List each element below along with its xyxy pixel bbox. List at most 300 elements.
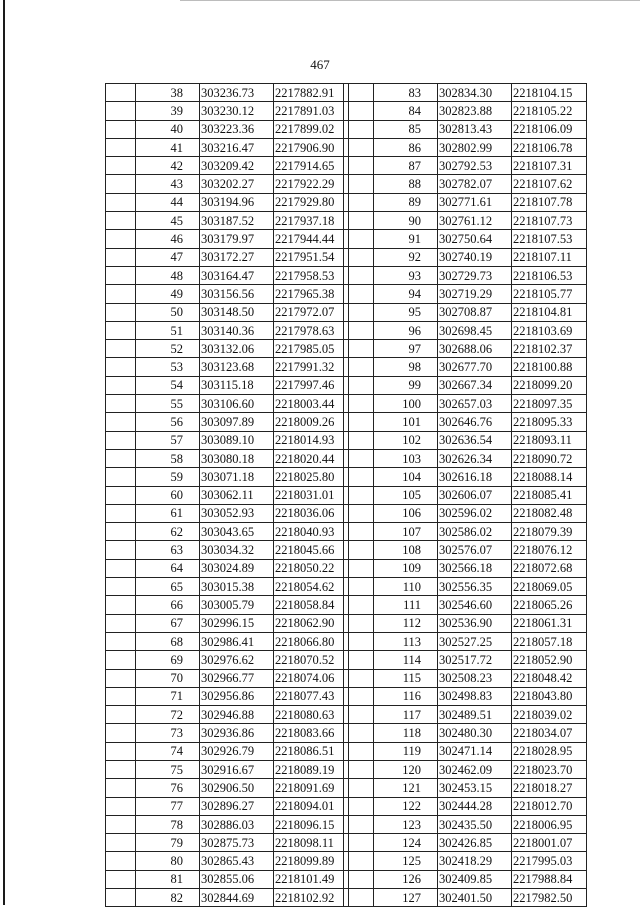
table-row bbox=[344, 157, 587, 175]
x-coordinate-cell: 303024.89 bbox=[200, 559, 274, 577]
y-coordinate-cell: 2218105.77 bbox=[512, 285, 587, 303]
y-coordinate-cell: 2218107.73 bbox=[512, 212, 587, 230]
blank-cell bbox=[106, 376, 136, 394]
table-row bbox=[344, 687, 587, 705]
point-number-cell: 123 bbox=[374, 815, 438, 833]
point-number-cell: 113 bbox=[374, 632, 438, 650]
table-row bbox=[344, 779, 587, 797]
y-coordinate-cell: 2218093.11 bbox=[512, 431, 587, 449]
blank-cell bbox=[106, 632, 136, 650]
y-coordinate-cell: 2218107.31 bbox=[512, 157, 587, 175]
blank-cell bbox=[106, 157, 136, 175]
table-row bbox=[344, 797, 587, 815]
table-row bbox=[106, 285, 349, 303]
x-coordinate-cell: 302719.29 bbox=[438, 285, 512, 303]
x-coordinate-cell: 303043.65 bbox=[200, 523, 274, 541]
table-row bbox=[344, 431, 587, 449]
table-row bbox=[106, 889, 349, 907]
blank-cell bbox=[106, 596, 136, 614]
table-row bbox=[106, 431, 349, 449]
blank-cell bbox=[344, 413, 374, 431]
table-row bbox=[106, 248, 349, 266]
point-number-cell: 114 bbox=[374, 651, 438, 669]
point-number-cell: 63 bbox=[136, 541, 200, 559]
point-number-cell: 77 bbox=[136, 797, 200, 815]
blank-cell bbox=[344, 815, 374, 833]
y-coordinate-cell: 2217988.84 bbox=[512, 870, 587, 888]
blank-cell bbox=[344, 102, 374, 120]
blank-cell bbox=[106, 815, 136, 833]
blank-cell bbox=[106, 486, 136, 504]
point-number-cell: 79 bbox=[136, 834, 200, 852]
x-coordinate-cell: 302886.03 bbox=[200, 815, 274, 833]
y-coordinate-cell: 2217985.05 bbox=[274, 340, 349, 358]
blank-cell bbox=[344, 504, 374, 522]
y-coordinate-cell: 2218102.92 bbox=[274, 889, 349, 907]
y-coordinate-cell: 2218052.90 bbox=[512, 651, 587, 669]
blank-cell bbox=[344, 468, 374, 486]
blank-cell bbox=[344, 523, 374, 541]
table-row bbox=[106, 193, 349, 211]
x-coordinate-cell: 302616.18 bbox=[438, 468, 512, 486]
blank-cell bbox=[344, 797, 374, 815]
table-row bbox=[344, 358, 587, 376]
y-coordinate-cell: 2218079.39 bbox=[512, 523, 587, 541]
point-number-cell: 41 bbox=[136, 138, 200, 156]
blank-cell bbox=[344, 449, 374, 467]
coordinates-table-right bbox=[343, 83, 587, 907]
y-coordinate-cell: 2218077.43 bbox=[274, 687, 349, 705]
y-coordinate-cell: 2218086.51 bbox=[274, 742, 349, 760]
point-number-cell: 71 bbox=[136, 687, 200, 705]
blank-cell bbox=[344, 779, 374, 797]
x-coordinate-cell: 302740.19 bbox=[438, 248, 512, 266]
point-number-cell: 84 bbox=[374, 102, 438, 120]
blank-cell bbox=[344, 193, 374, 211]
point-number-cell: 115 bbox=[374, 669, 438, 687]
y-coordinate-cell: 2217891.03 bbox=[274, 102, 349, 120]
page-left-edge bbox=[3, 0, 5, 905]
point-number-cell: 72 bbox=[136, 706, 200, 724]
blank-cell bbox=[344, 706, 374, 724]
point-number-cell: 105 bbox=[374, 486, 438, 504]
x-coordinate-cell: 302556.35 bbox=[438, 578, 512, 596]
blank-cell bbox=[106, 834, 136, 852]
page-number: 467 bbox=[310, 57, 330, 72]
blank-cell bbox=[344, 230, 374, 248]
x-coordinate-cell: 302936.86 bbox=[200, 724, 274, 742]
x-coordinate-cell: 303015.38 bbox=[200, 578, 274, 596]
blank-cell bbox=[106, 120, 136, 138]
blank-cell bbox=[106, 193, 136, 211]
table-row bbox=[106, 120, 349, 138]
point-number-cell: 52 bbox=[136, 340, 200, 358]
y-coordinate-cell: 2218014.93 bbox=[274, 431, 349, 449]
x-coordinate-cell: 302813.43 bbox=[438, 120, 512, 138]
y-coordinate-cell: 2218069.05 bbox=[512, 578, 587, 596]
x-coordinate-cell: 302596.02 bbox=[438, 504, 512, 522]
table-row bbox=[106, 486, 349, 504]
y-coordinate-cell: 2218076.12 bbox=[512, 541, 587, 559]
y-coordinate-cell: 2218020.44 bbox=[274, 449, 349, 467]
y-coordinate-cell: 2218098.11 bbox=[274, 834, 349, 852]
x-coordinate-cell: 302823.88 bbox=[438, 102, 512, 120]
table-row bbox=[106, 138, 349, 156]
x-coordinate-cell: 302536.90 bbox=[438, 614, 512, 632]
x-coordinate-cell: 302792.53 bbox=[438, 157, 512, 175]
table-row bbox=[106, 395, 349, 413]
point-number-cell: 58 bbox=[136, 449, 200, 467]
x-coordinate-cell: 302546.60 bbox=[438, 596, 512, 614]
point-number-cell: 126 bbox=[374, 870, 438, 888]
y-coordinate-cell: 2218101.49 bbox=[274, 870, 349, 888]
x-coordinate-cell: 303005.79 bbox=[200, 596, 274, 614]
point-number-cell: 67 bbox=[136, 614, 200, 632]
table-row bbox=[344, 340, 587, 358]
blank-cell bbox=[106, 102, 136, 120]
coordinates-table-right-body bbox=[344, 84, 587, 907]
blank-cell bbox=[344, 889, 374, 907]
table-row bbox=[106, 175, 349, 193]
point-number-cell: 73 bbox=[136, 724, 200, 742]
table-row bbox=[106, 212, 349, 230]
x-coordinate-cell: 303097.89 bbox=[200, 413, 274, 431]
x-coordinate-cell: 302976.62 bbox=[200, 651, 274, 669]
table-row bbox=[344, 852, 587, 870]
y-coordinate-cell: 2218074.06 bbox=[274, 669, 349, 687]
table-row bbox=[344, 724, 587, 742]
table-row bbox=[344, 120, 587, 138]
x-coordinate-cell: 303140.36 bbox=[200, 321, 274, 339]
table-row bbox=[106, 266, 349, 284]
y-coordinate-cell: 2218054.62 bbox=[274, 578, 349, 596]
table-row bbox=[106, 413, 349, 431]
blank-cell bbox=[106, 724, 136, 742]
point-number-cell: 103 bbox=[374, 449, 438, 467]
point-number-cell: 120 bbox=[374, 760, 438, 778]
y-coordinate-cell: 2217906.90 bbox=[274, 138, 349, 156]
blank-cell bbox=[344, 852, 374, 870]
point-number-cell: 65 bbox=[136, 578, 200, 596]
blank-cell bbox=[106, 852, 136, 870]
y-coordinate-cell: 2218045.66 bbox=[274, 541, 349, 559]
point-number-cell: 42 bbox=[136, 157, 200, 175]
table-row bbox=[344, 266, 587, 284]
point-number-cell: 108 bbox=[374, 541, 438, 559]
y-coordinate-cell: 2217951.54 bbox=[274, 248, 349, 266]
y-coordinate-cell: 2218106.53 bbox=[512, 266, 587, 284]
blank-cell bbox=[106, 303, 136, 321]
x-coordinate-cell: 302906.50 bbox=[200, 779, 274, 797]
blank-cell bbox=[106, 321, 136, 339]
y-coordinate-cell: 2218100.88 bbox=[512, 358, 587, 376]
blank-cell bbox=[344, 870, 374, 888]
table-row bbox=[344, 175, 587, 193]
x-coordinate-cell: 303062.11 bbox=[200, 486, 274, 504]
y-coordinate-cell: 2217914.65 bbox=[274, 157, 349, 175]
y-coordinate-cell: 2218040.93 bbox=[274, 523, 349, 541]
point-number-cell: 92 bbox=[374, 248, 438, 266]
point-number-cell: 43 bbox=[136, 175, 200, 193]
x-coordinate-cell: 303236.73 bbox=[200, 84, 274, 102]
point-number-cell: 90 bbox=[374, 212, 438, 230]
y-coordinate-cell: 2218095.33 bbox=[512, 413, 587, 431]
table-row bbox=[106, 596, 349, 614]
table-row bbox=[344, 395, 587, 413]
y-coordinate-cell: 2218083.66 bbox=[274, 724, 349, 742]
y-coordinate-cell: 2218057.18 bbox=[512, 632, 587, 650]
y-coordinate-cell: 2218072.68 bbox=[512, 559, 587, 577]
y-coordinate-cell: 2218099.20 bbox=[512, 376, 587, 394]
y-coordinate-cell: 2217937.18 bbox=[274, 212, 349, 230]
blank-cell bbox=[106, 395, 136, 413]
point-number-cell: 88 bbox=[374, 175, 438, 193]
y-coordinate-cell: 2218104.15 bbox=[512, 84, 587, 102]
y-coordinate-cell: 2218104.81 bbox=[512, 303, 587, 321]
blank-cell bbox=[344, 486, 374, 504]
table-row bbox=[344, 523, 587, 541]
point-number-cell: 127 bbox=[374, 889, 438, 907]
point-number-cell: 68 bbox=[136, 632, 200, 650]
x-coordinate-cell: 302834.30 bbox=[438, 84, 512, 102]
point-number-cell: 66 bbox=[136, 596, 200, 614]
x-coordinate-cell: 303187.52 bbox=[200, 212, 274, 230]
y-coordinate-cell: 2217997.46 bbox=[274, 376, 349, 394]
y-coordinate-cell: 2218085.41 bbox=[512, 486, 587, 504]
y-coordinate-cell: 2217929.80 bbox=[274, 193, 349, 211]
table-row bbox=[344, 815, 587, 833]
point-number-cell: 39 bbox=[136, 102, 200, 120]
point-number-cell: 50 bbox=[136, 303, 200, 321]
x-coordinate-cell: 303164.47 bbox=[200, 266, 274, 284]
blank-cell bbox=[344, 742, 374, 760]
table-row bbox=[106, 706, 349, 724]
table-row bbox=[106, 468, 349, 486]
x-coordinate-cell: 302956.86 bbox=[200, 687, 274, 705]
point-number-cell: 60 bbox=[136, 486, 200, 504]
x-coordinate-cell: 303123.68 bbox=[200, 358, 274, 376]
blank-cell bbox=[344, 285, 374, 303]
blank-cell bbox=[344, 760, 374, 778]
point-number-cell: 98 bbox=[374, 358, 438, 376]
y-coordinate-cell: 2218107.62 bbox=[512, 175, 587, 193]
x-coordinate-cell: 303156.56 bbox=[200, 285, 274, 303]
y-coordinate-cell: 2218048.42 bbox=[512, 669, 587, 687]
point-number-cell: 97 bbox=[374, 340, 438, 358]
x-coordinate-cell: 302508.23 bbox=[438, 669, 512, 687]
blank-cell bbox=[106, 541, 136, 559]
table-row bbox=[344, 285, 587, 303]
blank-cell bbox=[106, 578, 136, 596]
blank-cell bbox=[344, 541, 374, 559]
point-number-cell: 46 bbox=[136, 230, 200, 248]
blank-cell bbox=[344, 724, 374, 742]
y-coordinate-cell: 2218025.80 bbox=[274, 468, 349, 486]
blank-cell bbox=[344, 578, 374, 596]
table-row bbox=[344, 413, 587, 431]
x-coordinate-cell: 303071.18 bbox=[200, 468, 274, 486]
table-row bbox=[344, 889, 587, 907]
x-coordinate-cell: 303202.27 bbox=[200, 175, 274, 193]
point-number-cell: 80 bbox=[136, 852, 200, 870]
table-row bbox=[106, 760, 349, 778]
table-row bbox=[344, 193, 587, 211]
table-row bbox=[344, 632, 587, 650]
table-row bbox=[106, 669, 349, 687]
blank-cell bbox=[106, 559, 136, 577]
y-coordinate-cell: 2218091.69 bbox=[274, 779, 349, 797]
table-row bbox=[344, 669, 587, 687]
point-number-cell: 75 bbox=[136, 760, 200, 778]
y-coordinate-cell: 2218006.95 bbox=[512, 815, 587, 833]
point-number-cell: 64 bbox=[136, 559, 200, 577]
x-coordinate-cell: 303115.18 bbox=[200, 376, 274, 394]
table-row bbox=[106, 541, 349, 559]
x-coordinate-cell: 302875.73 bbox=[200, 834, 274, 852]
x-coordinate-cell: 302480.30 bbox=[438, 724, 512, 742]
y-coordinate-cell: 2218031.01 bbox=[274, 486, 349, 504]
table-row bbox=[106, 632, 349, 650]
table-row bbox=[106, 852, 349, 870]
y-coordinate-cell: 2217995.03 bbox=[512, 852, 587, 870]
x-coordinate-cell: 302498.83 bbox=[438, 687, 512, 705]
x-coordinate-cell: 303230.12 bbox=[200, 102, 274, 120]
point-number-cell: 95 bbox=[374, 303, 438, 321]
x-coordinate-cell: 302966.77 bbox=[200, 669, 274, 687]
point-number-cell: 109 bbox=[374, 559, 438, 577]
y-coordinate-cell: 2218028.95 bbox=[512, 742, 587, 760]
y-coordinate-cell: 2218105.22 bbox=[512, 102, 587, 120]
x-coordinate-cell: 303179.97 bbox=[200, 230, 274, 248]
table-row bbox=[106, 376, 349, 394]
point-number-cell: 83 bbox=[374, 84, 438, 102]
x-coordinate-cell: 303106.60 bbox=[200, 395, 274, 413]
x-coordinate-cell: 303089.10 bbox=[200, 431, 274, 449]
point-number-cell: 44 bbox=[136, 193, 200, 211]
point-number-cell: 121 bbox=[374, 779, 438, 797]
blank-cell bbox=[106, 138, 136, 156]
point-number-cell: 94 bbox=[374, 285, 438, 303]
x-coordinate-cell: 302916.67 bbox=[200, 760, 274, 778]
x-coordinate-cell: 302865.43 bbox=[200, 852, 274, 870]
x-coordinate-cell: 303172.27 bbox=[200, 248, 274, 266]
blank-cell bbox=[106, 285, 136, 303]
x-coordinate-cell: 302586.02 bbox=[438, 523, 512, 541]
y-coordinate-cell: 2217882.91 bbox=[274, 84, 349, 102]
page-top-edge bbox=[180, 0, 640, 1]
point-number-cell: 82 bbox=[136, 889, 200, 907]
x-coordinate-cell: 302761.12 bbox=[438, 212, 512, 230]
y-coordinate-cell: 2218088.14 bbox=[512, 468, 587, 486]
x-coordinate-cell: 303194.96 bbox=[200, 193, 274, 211]
x-coordinate-cell: 303148.50 bbox=[200, 303, 274, 321]
table-row bbox=[106, 651, 349, 669]
table-row bbox=[106, 578, 349, 596]
table-row bbox=[344, 742, 587, 760]
x-coordinate-cell: 302844.69 bbox=[200, 889, 274, 907]
table-row bbox=[344, 760, 587, 778]
point-number-cell: 107 bbox=[374, 523, 438, 541]
x-coordinate-cell: 303223.36 bbox=[200, 120, 274, 138]
y-coordinate-cell: 2218106.78 bbox=[512, 138, 587, 156]
x-coordinate-cell: 303080.18 bbox=[200, 449, 274, 467]
table-row bbox=[344, 486, 587, 504]
blank-cell bbox=[344, 248, 374, 266]
point-number-cell: 122 bbox=[374, 797, 438, 815]
point-number-cell: 61 bbox=[136, 504, 200, 522]
table-row bbox=[106, 102, 349, 120]
y-coordinate-cell: 2218089.19 bbox=[274, 760, 349, 778]
table-row bbox=[106, 834, 349, 852]
blank-cell bbox=[106, 889, 136, 907]
blank-cell bbox=[106, 266, 136, 284]
blank-cell bbox=[106, 651, 136, 669]
table-row bbox=[344, 504, 587, 522]
table-row bbox=[106, 779, 349, 797]
point-number-cell: 70 bbox=[136, 669, 200, 687]
blank-cell bbox=[344, 431, 374, 449]
table-row bbox=[344, 248, 587, 266]
y-coordinate-cell: 2218107.11 bbox=[512, 248, 587, 266]
table-row bbox=[344, 614, 587, 632]
table-row bbox=[344, 541, 587, 559]
point-number-cell: 86 bbox=[374, 138, 438, 156]
y-coordinate-cell: 2218058.84 bbox=[274, 596, 349, 614]
point-number-cell: 76 bbox=[136, 779, 200, 797]
blank-cell bbox=[344, 632, 374, 650]
blank-cell bbox=[344, 651, 374, 669]
table-row bbox=[344, 449, 587, 467]
point-number-cell: 62 bbox=[136, 523, 200, 541]
point-number-cell: 93 bbox=[374, 266, 438, 284]
point-number-cell: 110 bbox=[374, 578, 438, 596]
x-coordinate-cell: 303034.32 bbox=[200, 541, 274, 559]
table-row bbox=[106, 797, 349, 815]
y-coordinate-cell: 2217958.53 bbox=[274, 266, 349, 284]
y-coordinate-cell: 2217978.63 bbox=[274, 321, 349, 339]
table-row bbox=[344, 578, 587, 596]
blank-cell bbox=[344, 321, 374, 339]
blank-cell bbox=[106, 468, 136, 486]
point-number-cell: 49 bbox=[136, 285, 200, 303]
point-number-cell: 118 bbox=[374, 724, 438, 742]
x-coordinate-cell: 303132.06 bbox=[200, 340, 274, 358]
blank-cell bbox=[106, 449, 136, 467]
blank-cell bbox=[106, 413, 136, 431]
table-row bbox=[106, 614, 349, 632]
x-coordinate-cell: 302527.25 bbox=[438, 632, 512, 650]
table-row bbox=[106, 523, 349, 541]
point-number-cell: 89 bbox=[374, 193, 438, 211]
point-number-cell: 56 bbox=[136, 413, 200, 431]
blank-cell bbox=[106, 175, 136, 193]
blank-cell bbox=[344, 175, 374, 193]
y-coordinate-cell: 2217972.07 bbox=[274, 303, 349, 321]
table-row bbox=[106, 321, 349, 339]
x-coordinate-cell: 303216.47 bbox=[200, 138, 274, 156]
y-coordinate-cell: 2218080.63 bbox=[274, 706, 349, 724]
point-number-cell: 57 bbox=[136, 431, 200, 449]
blank-cell bbox=[344, 669, 374, 687]
table-row bbox=[344, 468, 587, 486]
y-coordinate-cell: 2218106.09 bbox=[512, 120, 587, 138]
point-number-cell: 104 bbox=[374, 468, 438, 486]
y-coordinate-cell: 2218082.48 bbox=[512, 504, 587, 522]
blank-cell bbox=[344, 596, 374, 614]
x-coordinate-cell: 302566.18 bbox=[438, 559, 512, 577]
x-coordinate-cell: 302946.88 bbox=[200, 706, 274, 724]
blank-cell bbox=[106, 504, 136, 522]
